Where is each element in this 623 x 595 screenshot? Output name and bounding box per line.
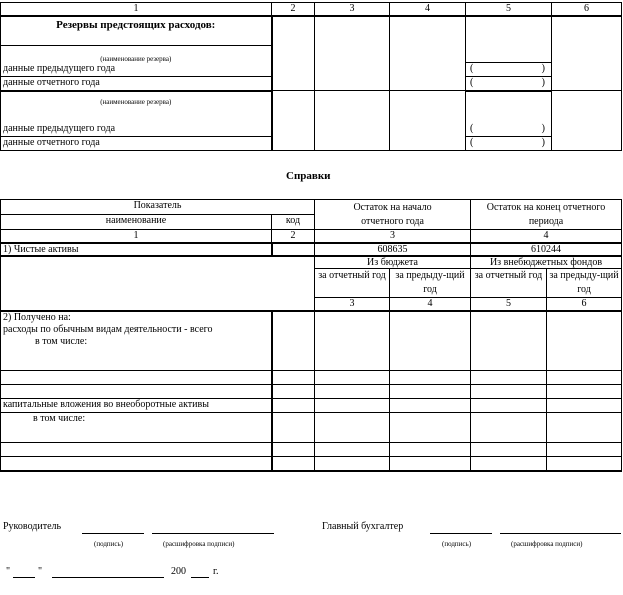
- spravki-heading: Справки: [286, 170, 331, 182]
- reserves-title: Резервы предстоящих расходов:: [1, 16, 272, 46]
- chief-decode-caption: (расшифровка подписи): [511, 540, 583, 548]
- h-start: Остаток на начало отчетного года: [315, 200, 471, 230]
- col-num-6: 6: [552, 3, 622, 16]
- head-signature-line[interactable]: [82, 533, 144, 534]
- date-month-line[interactable]: [52, 577, 164, 578]
- reserves-table: 1 2 3 4 5 6 Резервы предстоящих расходов: (наименование резерва) данные предыдущего года ( ) данные отчетного года ( ) (наименование резерва) данные предыдущего года ( ) данные отчетного года ( ): [0, 2, 622, 151]
- sub-num-6: 6: [547, 298, 622, 311]
- sub-report-1: за отчетный год: [315, 269, 390, 298]
- reference-table: [0, 199, 622, 472]
- budget-header: Из бюджета: [315, 256, 471, 269]
- sub-prev-1: за предыду-щий год: [390, 269, 471, 298]
- col-num-5: 5: [466, 3, 552, 16]
- year-suffix: г.: [213, 566, 219, 577]
- reserve-name-1: (наименование резерва): [1, 46, 272, 63]
- col-num-4: 4: [390, 3, 466, 16]
- head-decode-line[interactable]: [152, 533, 274, 534]
- sub-num-5: 5: [471, 298, 547, 311]
- chief-signature-caption: (подпись): [442, 540, 472, 548]
- net-assets-label: 1) Чистые активы: [1, 243, 272, 256]
- h-name: наименование: [1, 215, 272, 230]
- year-prefix: 200: [171, 566, 186, 577]
- ordinary-label: расходы по обычным видам деятельности - всего: [3, 323, 213, 335]
- chief-signature-line[interactable]: [430, 533, 492, 534]
- offbudget-header: Из внебюджетных фондов: [471, 256, 622, 269]
- head-label: Руководитель: [3, 521, 62, 532]
- sub-report-2: за отчетный год: [471, 269, 547, 298]
- reserve-name-2: (наименование резерва): [1, 91, 272, 123]
- cur-year-1: данные отчетного года: [1, 77, 272, 91]
- date-quote-open: ": [6, 566, 11, 577]
- col-num-3: 3: [315, 3, 390, 16]
- date-quote-close: ": [38, 566, 43, 577]
- sub-prev-2: за предыду-щий год: [547, 269, 622, 298]
- net-assets-end: 610244: [471, 243, 622, 256]
- num-1: 1: [1, 230, 272, 243]
- incl-label: в том числе:: [35, 335, 88, 347]
- received-label: 2) Получено на:: [3, 311, 71, 323]
- num-2: 2: [272, 230, 315, 243]
- col-num-2: 2: [272, 3, 315, 16]
- h-code: код: [272, 215, 315, 230]
- sub-num-3: 3: [315, 298, 390, 311]
- date-day-line[interactable]: [13, 577, 35, 578]
- chief-acc-label: Главный бухгалтер: [322, 521, 404, 532]
- num-3: 3: [315, 230, 471, 243]
- incl-label-2: в том числе:: [1, 413, 272, 443]
- received-block: [1, 311, 272, 371]
- head-decode-caption: (расшифровка подписи): [163, 540, 235, 548]
- h-end: Остаток на конец отчетного периода: [471, 200, 622, 230]
- head-signature-caption: (подпись): [94, 540, 124, 548]
- col-num-1: 1: [1, 3, 272, 16]
- prev-year-2: данные предыдущего года: [1, 123, 272, 137]
- cur-year-2: данные отчетного года: [1, 137, 272, 151]
- num-4: 4: [471, 230, 622, 243]
- chief-decode-line[interactable]: [500, 533, 621, 534]
- net-assets-start: 608635: [315, 243, 471, 256]
- sub-num-4: 4: [390, 298, 471, 311]
- h-indicator: Показатель: [1, 200, 315, 215]
- date-year-line[interactable]: [191, 577, 209, 578]
- prev-year-1: данные предыдущего года: [1, 63, 272, 77]
- capital-label: капитальные вложения во внеоборотные активы: [1, 399, 272, 413]
